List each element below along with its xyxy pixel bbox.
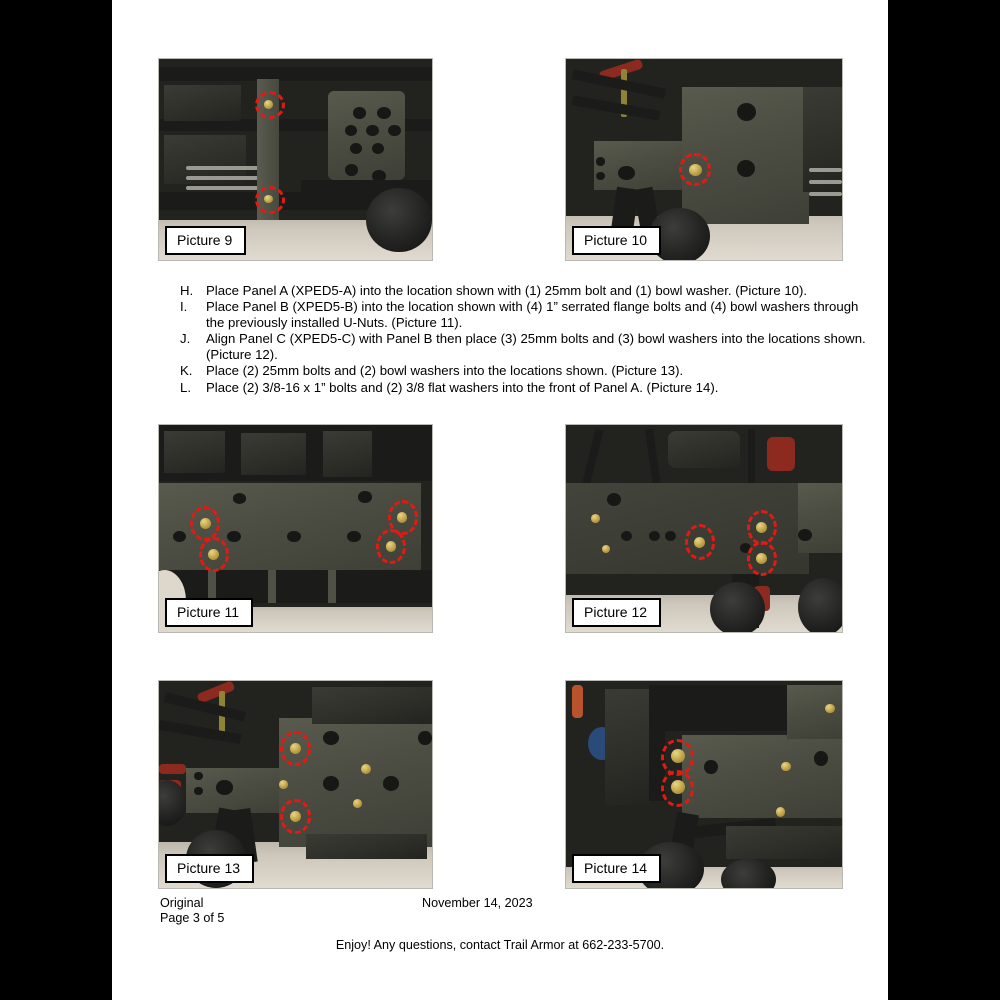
annotation-circle <box>255 186 285 214</box>
document-date: November 14, 2023 <box>422 896 533 910</box>
document-page <box>112 0 888 1000</box>
annotation-circle <box>747 510 777 545</box>
figure-caption: Picture 11 <box>165 598 253 627</box>
instruction-item-k <box>180 363 880 379</box>
page-number-label: Page 3 of 5 <box>160 911 225 925</box>
instruction-text: Place (2) 3/8-16 x 1” bolts and (2) 3/8 flat washers into the front of Panel A. (Picture 14). <box>206 379 719 395</box>
figure-picture-11 <box>158 424 433 633</box>
instruction-item-i <box>180 299 880 331</box>
annotation-circle <box>280 731 310 766</box>
annotation-circle <box>376 529 406 564</box>
figure-picture-14 <box>565 680 843 889</box>
instruction-text: Place Panel B (XPED5-B) into the location shown with (4) 1” serrated flange bolts and (4) bowl washers through the previously installed U-Nuts. (Picture 11). <box>206 299 859 331</box>
instruction-text: Place (2) 25mm bolts and (2) bowl washers into the locations shown. (Picture 13). <box>206 363 684 379</box>
annotation-circle <box>685 524 715 559</box>
revision-label: Original <box>160 896 204 910</box>
instruction-item-l <box>180 380 880 396</box>
figure-caption: Picture 13 <box>165 854 254 883</box>
annotation-circle <box>747 541 777 576</box>
instruction-marker: K. <box>180 363 193 379</box>
figure-picture-10 <box>565 58 843 261</box>
instruction-item-j <box>180 331 880 363</box>
figure-caption: Picture 14 <box>572 854 661 883</box>
figure-caption: Picture 10 <box>572 226 661 255</box>
instruction-list <box>180 283 880 396</box>
annotation-circle <box>199 537 229 572</box>
figure-picture-9 <box>158 58 433 261</box>
figure-picture-12 <box>565 424 843 633</box>
instruction-text: Place Panel A (XPED5-A) into the location shown with (1) 25mm bolt and (1) bowl washer. (Picture 10). <box>206 283 808 298</box>
annotation-circle <box>255 91 285 119</box>
figure-caption: Picture 12 <box>572 598 661 627</box>
instruction-marker: J. <box>180 331 191 347</box>
figure-caption: Picture 9 <box>165 226 246 255</box>
instruction-marker: H. <box>180 283 194 298</box>
instruction-marker: L. <box>180 379 191 395</box>
instruction-marker: I. <box>180 299 188 315</box>
instruction-text: Align Panel C (XPED5-C) with Panel B then place (3) 25mm bolts and (3) bowl washers into the locations shown. (Picture 12). <box>206 331 866 363</box>
instruction-item-h <box>180 283 880 299</box>
annotation-circle <box>280 799 310 834</box>
footer-left-block <box>160 896 224 926</box>
contact-line: Enjoy! Any questions, contact Trail Armor at 662-233-5700. <box>335 938 665 952</box>
figure-picture-13 <box>158 680 433 889</box>
annotation-circle <box>679 153 711 185</box>
